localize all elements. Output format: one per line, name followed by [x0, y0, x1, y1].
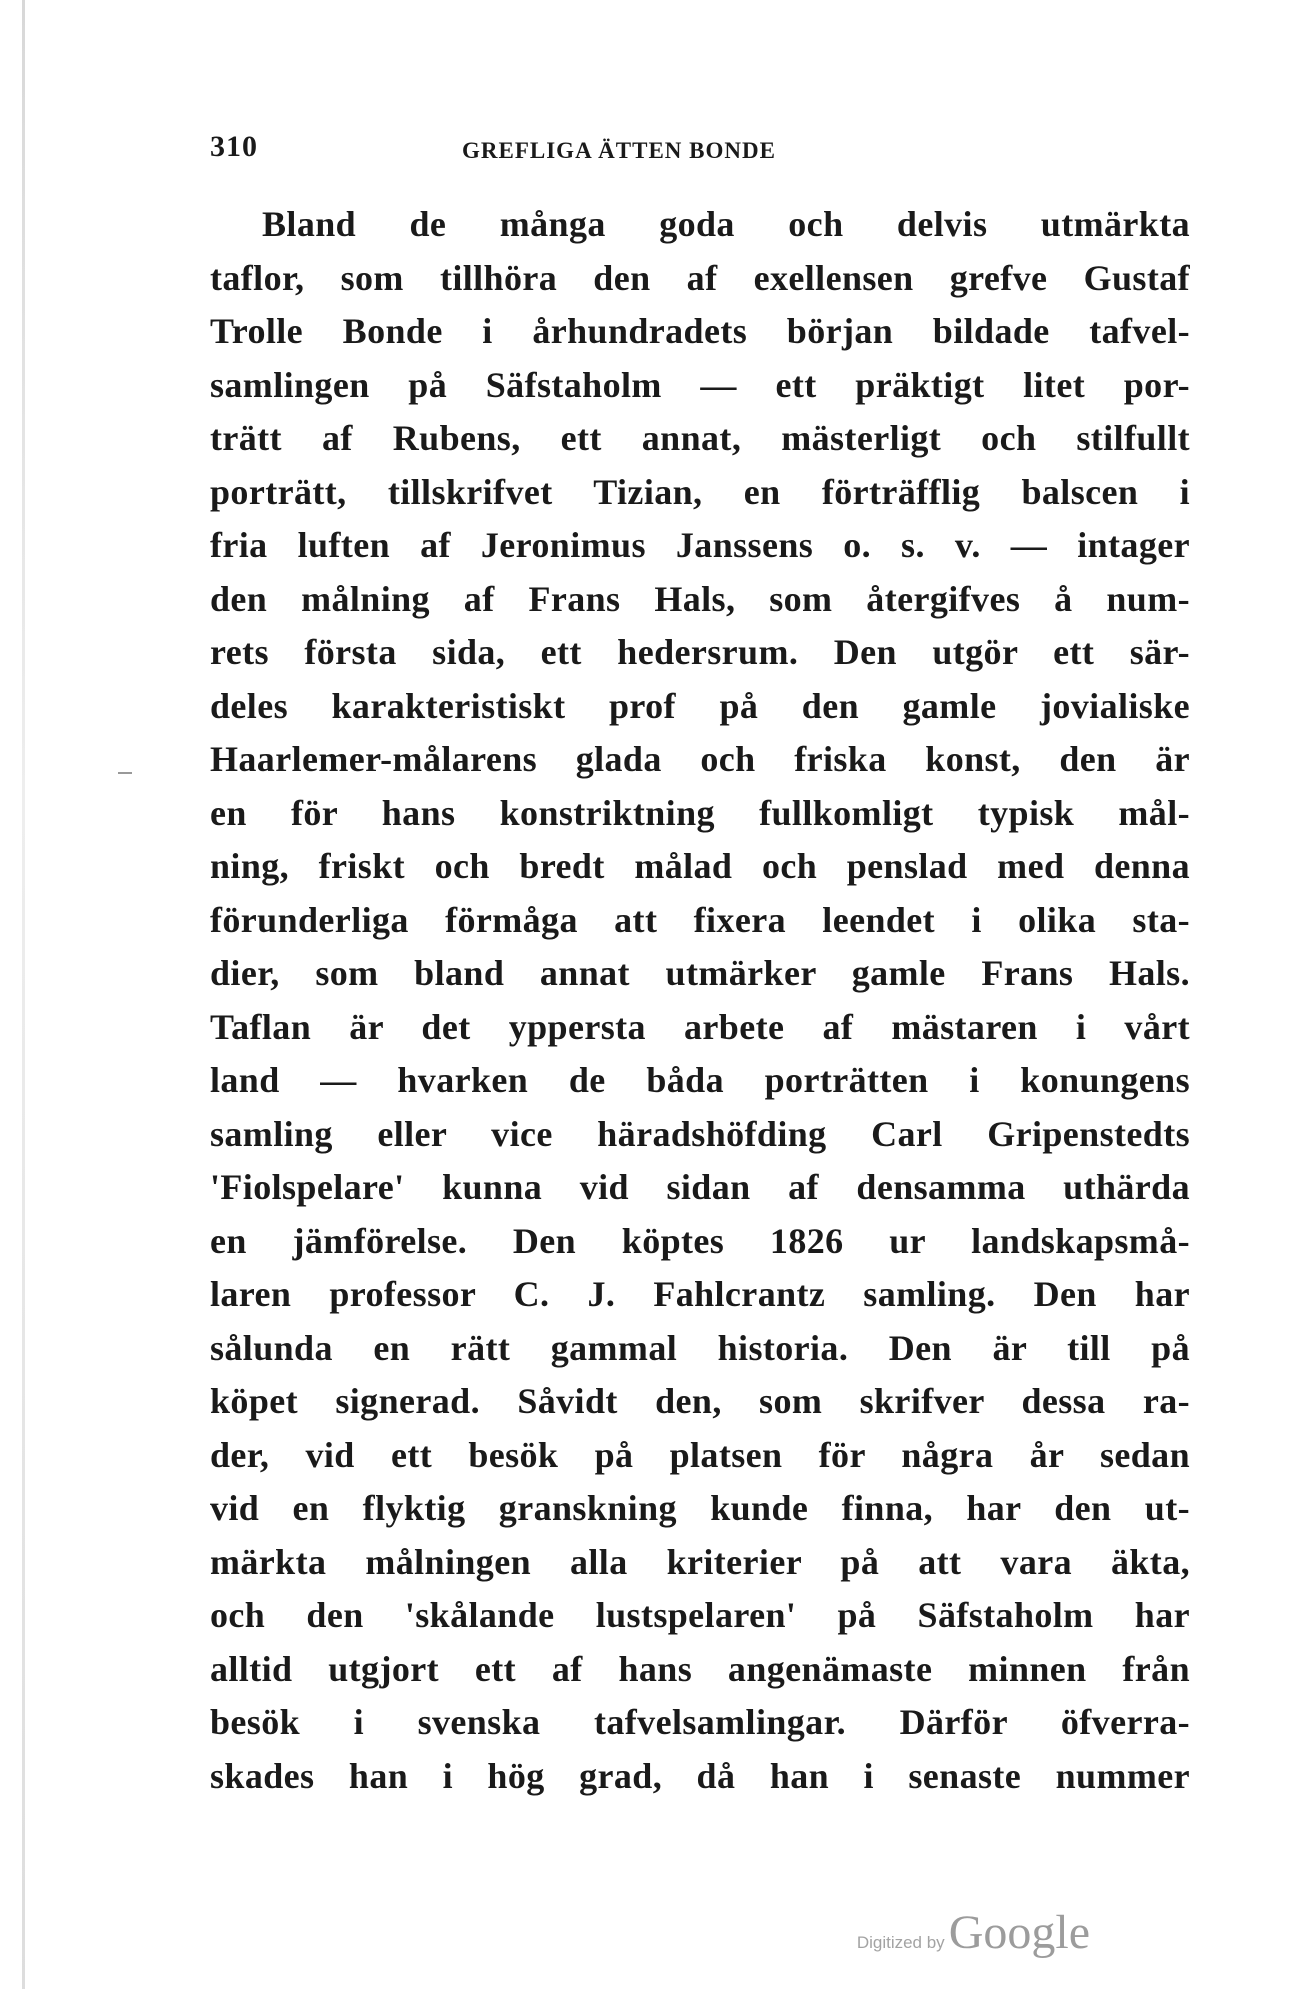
- text-line: porträtt, tillskrifvet Tizian, en förträfflig balscen i: [210, 471, 1190, 512]
- margin-mark: [118, 772, 132, 774]
- text-line: och den 'skålande lustspelaren' på Säfstaholm har: [210, 1595, 1190, 1635]
- text-line: laren professor C. J. Fahlcrantz samling. Den har: [210, 1274, 1190, 1314]
- text-line: vid en flyktig granskning kunde finna, har den ut-: [210, 1488, 1190, 1528]
- text-line: alltid utgjort ett af hans angenämaste minnen från: [210, 1648, 1190, 1689]
- text-line: der, vid ett besök på platsen för några år sedan: [210, 1434, 1190, 1475]
- text-line: trätt af Rubens, ett annat, mästerligt och stilfullt: [210, 418, 1190, 458]
- text-line: samlingen på Säfstaholm — ett präktigt litet por-: [210, 364, 1190, 405]
- text-line: fria luften af Jeronimus Janssens o. s. v. — intager: [210, 525, 1190, 565]
- digitized-label: Digitized by: [856, 1933, 945, 1952]
- text-line: Taflan är det yppersta arbete af mästaren i vårt: [210, 1006, 1190, 1047]
- scan-edge-shadow: [22, 0, 25, 1989]
- text-line: rets första sida, ett hedersrum. Den utgör ett sär-: [210, 632, 1190, 672]
- text-line: den målning af Frans Hals, som återgifves å num-: [210, 578, 1190, 619]
- text-line: taflor, som tillhöra den af exellensen grefve Gustaf: [210, 257, 1190, 298]
- text-line: en jämförelse. Den köptes 1826 ur landskapsmå-: [210, 1220, 1190, 1261]
- text-line: samling eller vice häradshöfding Carl Gripenstedts: [210, 1113, 1190, 1154]
- text-line: Bland de många goda och delvis utmärkta: [262, 204, 1190, 244]
- text-line: land — hvarken de båda porträtten i konungens: [210, 1060, 1190, 1100]
- digitized-by-google-watermark: [857, 1905, 1090, 1960]
- page-header: [210, 130, 1190, 180]
- text-line: dier, som bland annat utmärker gamle Frans Hals.: [210, 953, 1190, 993]
- text-line: besök i svenska tafvelsamlingar. Därför öfverra-: [210, 1702, 1190, 1742]
- text-line: märkta målningen alla kriterier på att vara äkta,: [210, 1541, 1190, 1582]
- text-line: Haarlemer-målarens glada och friska konst, den är: [210, 739, 1190, 779]
- page-number: 310: [210, 130, 258, 163]
- text-line: köpet signerad. Såvidt den, som skrifver dessa ra-: [210, 1381, 1190, 1421]
- google-logo: Google: [948, 1906, 1090, 1959]
- text-line: 'Fiolspelare' kunna vid sidan af densamma uthärda: [210, 1167, 1190, 1207]
- body-text: [210, 198, 1190, 1803]
- text-line: sålunda en rätt gammal historia. Den är till på: [210, 1327, 1190, 1368]
- text-line: skades han i hög grad, då han i senaste nummer: [210, 1755, 1190, 1796]
- text-line: en för hans konstriktning fullkomligt typisk mål-: [210, 792, 1190, 833]
- text-line: deles karakteristiskt prof på den gamle jovialiske: [210, 685, 1190, 726]
- running-head: GREFLIGA ÄTTEN BONDE: [462, 138, 776, 163]
- text-line: ning, friskt och bredt målad och penslad med denna: [210, 846, 1190, 886]
- text-line: förunderliga förmåga att fixera leendet i olika sta-: [210, 899, 1190, 940]
- text-line: Trolle Bonde i århundradets början bildade tafvel-: [210, 311, 1190, 351]
